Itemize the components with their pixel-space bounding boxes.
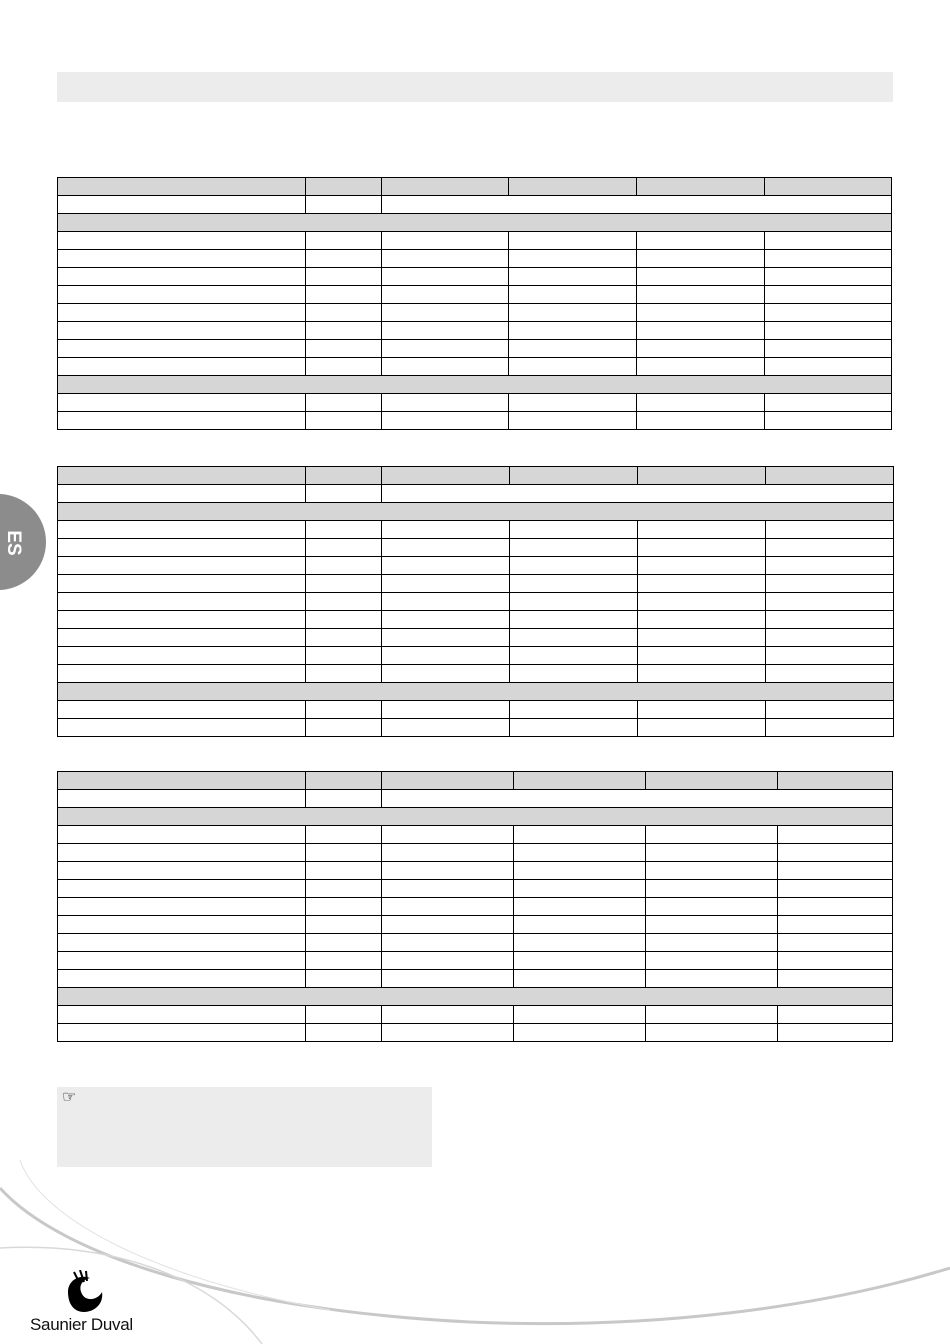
table-row [58, 790, 893, 808]
table-row [58, 952, 893, 970]
table-row [58, 358, 892, 376]
table-row [58, 826, 893, 844]
table-row [58, 880, 893, 898]
table-row [58, 593, 894, 611]
language-label: ES [3, 530, 24, 556]
table-row [58, 934, 893, 952]
table-row [58, 304, 892, 322]
table-row [58, 322, 892, 340]
section-row [58, 988, 893, 1006]
spec-table-2 [57, 466, 894, 737]
table-row [58, 412, 892, 430]
table-row [58, 611, 894, 629]
table-row [58, 701, 894, 719]
table-header-row [58, 178, 892, 196]
table-row [58, 665, 894, 683]
table-row [58, 340, 892, 358]
footer-decoration [0, 1160, 950, 1344]
table-row [58, 970, 893, 988]
spec-table-3 [57, 771, 893, 1042]
table-row [58, 232, 892, 250]
section-row [58, 376, 892, 394]
table-row [58, 250, 892, 268]
section-row [58, 214, 892, 232]
table-row [58, 557, 894, 575]
table-row [58, 286, 892, 304]
table-row [58, 898, 893, 916]
note-box [57, 1087, 432, 1167]
spec-table-1 [57, 177, 892, 430]
brand-name: Saunier Duval [30, 1315, 133, 1334]
table-row [58, 539, 894, 557]
brand-logo-icon [60, 1270, 110, 1314]
table-row [58, 196, 892, 214]
table-row [58, 1006, 893, 1024]
table-row [58, 268, 892, 286]
table-row [58, 575, 894, 593]
table-row [58, 647, 894, 665]
table-row [58, 485, 894, 503]
table-header-row [58, 467, 894, 485]
table-row [58, 862, 893, 880]
section-row [58, 808, 893, 826]
section-row [58, 503, 894, 521]
table-header-row [58, 772, 893, 790]
table-row [58, 521, 894, 539]
section-row [58, 683, 894, 701]
table-row [58, 629, 894, 647]
table-row [58, 916, 893, 934]
table-row [58, 394, 892, 412]
table-row [58, 719, 894, 737]
table-row [58, 844, 893, 862]
section-title-bar [57, 72, 893, 102]
pointing-hand-icon: ☞ [62, 1089, 77, 1106]
table-row [58, 1024, 893, 1042]
